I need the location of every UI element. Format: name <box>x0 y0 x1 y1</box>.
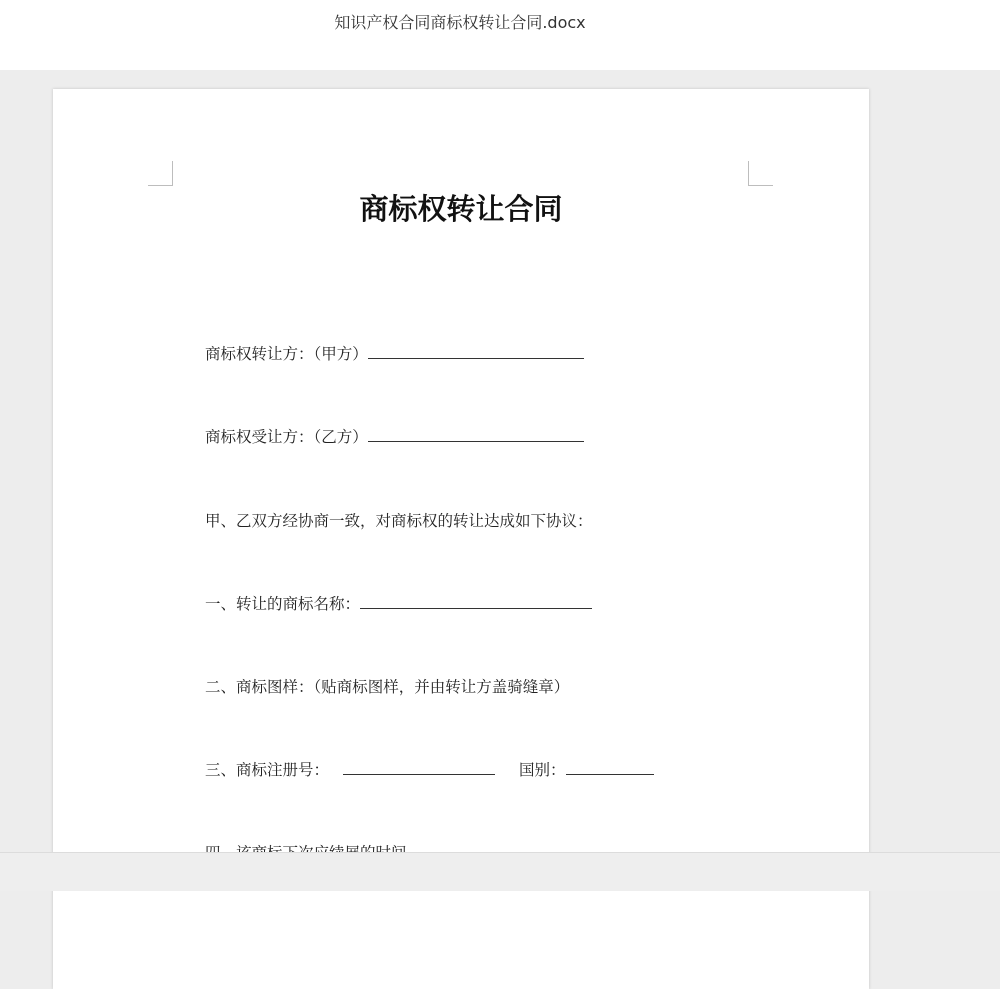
document-filename: 知识产权合同商标权转让合同.docx <box>334 13 586 32</box>
transferee-label: 商标权受让方：（乙方） <box>205 428 368 446</box>
transferee-line <box>205 427 584 447</box>
transferor-blank <box>368 344 584 359</box>
registration-line <box>205 760 654 780</box>
country-label: 国别： <box>519 761 566 779</box>
registration-no-label: 三、商标注册号： <box>205 761 330 779</box>
transferee-blank <box>368 427 584 442</box>
agreement-line: 甲、乙双方经协商一致，对商标权的转让达成如下协议： <box>205 512 593 530</box>
transferor-label: 商标权转让方：（甲方） <box>205 345 368 363</box>
trademark-name-label: 一、转让的商标名称： <box>205 595 361 613</box>
registration-no-blank <box>343 760 495 775</box>
margin-corner-top-left <box>148 161 173 186</box>
bottom-bar <box>0 852 1000 891</box>
trademark-name-line <box>205 594 592 614</box>
trademark-pattern-line: 二、商标图样：（贴商标图样，并由转让方盖骑缝章） <box>205 678 570 696</box>
country-blank <box>566 760 654 775</box>
top-bar <box>0 0 1000 70</box>
transferor-line <box>205 344 584 364</box>
margin-corner-top-right <box>748 161 773 186</box>
document-title: 商标权转让合同 <box>359 192 563 226</box>
trademark-name-blank <box>360 594 592 609</box>
document-viewer[interactable] <box>0 70 1000 852</box>
